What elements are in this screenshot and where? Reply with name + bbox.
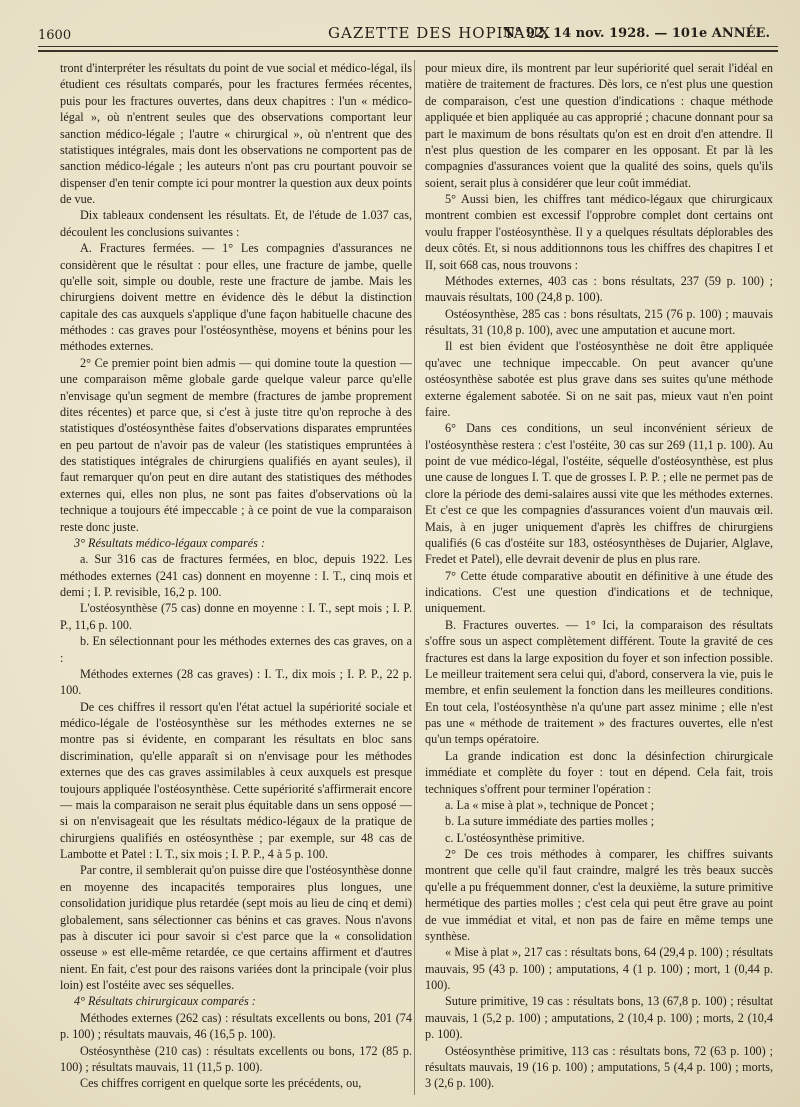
paragraph: Méthodes externes (28 cas graves) : I. T., dix mois ; I. P. P., 22 p. 100.: [60, 666, 412, 698]
paragraph: Méthodes externes, 403 cas : bons résultats, 237 (59 p. 100) ; mauvais résultats, 100 (24,8 p. 100).: [425, 273, 773, 305]
left-column: [60, 60, 412, 1095]
paragraph: Ostéosynthèse (210 cas) : résultats excellents ou bons, 172 (85 p. 100) ; résultats mauvais, 11 (11,5 p. 100).: [60, 1043, 412, 1074]
paragraph: a. Sur 316 cas de fractures fermées, en bloc, depuis 1922. Les méthodes externes (241 cas) donnent en moyenne : I. T., cinq mois et demi ; I. P. revisible, 16,2 p. 100.: [60, 552, 412, 599]
subheading: 4° Résultats chirurgicaux comparés :: [74, 994, 256, 1009]
paragraph: La grande indication est donc la désinfection chirurgicale immédiate et complète du foyer : tout en dépend. Cela fait, trois techniques s'offrent pour terminer l'opération :: [425, 748, 773, 796]
subheading: 3° Résultats médico-légaux comparés :: [74, 535, 266, 550]
paragraph: L'ostéosynthèse (75 cas) donne en moyenne : I. T., sept mois ; I. P. P., 11,6 p. 100.: [60, 601, 412, 632]
paragraph: « Mise à plat », 217 cas : résultats bons, 64 (29,4 p. 100) ; résultats mauvais, 95 (43 p. 100) ; amputations, 4 (1 p. 100) ; mort, 1 (0,44 p. 100).: [425, 945, 773, 992]
list-item: a. La « mise à plat », technique de Poncet ;: [445, 797, 655, 812]
paragraph: tront d'interpréter les résultats du point de vue social et médico-légal, ils étudient ces résultats comparés, pour les fractures fermées récentes, puis pour les fractures ouvertes, dans deux chapitres : l'un « médico-légal », où n'entrent seules que des observations comportant leur sanction médico-légale ; l'autre « chirurgical », où n'entrent que des statistiques intégrales, mais dont les observations ne comportent pas de sanction médico-légale ; les auteurs n'ont pas cru pourtant pouvoir se dispenser d'en tenir compte ici pour montrer la question aux deux points de vue.: [60, 61, 412, 206]
journal-title: GAZETTE DES HOPITAUX: [328, 24, 551, 42]
paragraph: 5° Aussi bien, les chiffres tant médico-légaux que chirurgicaux montrent combien est excessif l'opprobre complet dont certains ont voulu frapper l'ostéosynthèse. Il y a quelques résultats déplorables des deux côtés. Et, si nous additionnons tous les chiffres des chapitres I et II, soit 668 cas, nous trouvons :: [425, 192, 773, 272]
paragraph: Par contre, il semblerait qu'on puisse dire que l'ostéosynthèse donne en moyenne des incapacités temporaires plus longues, une consolidation juridique plus retardée (sept mois au lieu de cinq et demi) globalement, sans sélectionner cas bénins et cas graves. Nous n'avons pas à discuter ici pour savoir si c'est parce que la « consolidation osseuse » est elle-même retardée, ce que certains affirment et d'autres nient. En fait, c'est pour des raisons variées dont la principale (voir plus loin) est l'ostéite avec ses séquelles.: [60, 863, 412, 992]
issue-info: N° 92, 14 nov. 1928. — 101e ANNÉE.: [503, 26, 770, 41]
header-rule: [38, 46, 778, 47]
paragraph: Ostéosynthèse, 285 cas : bons résultats, 215 (76 p. 100) ; mauvais résultats, 31 (10,8 p. 100), avec une amputation et aucune mort.: [425, 306, 773, 337]
paragraph: De ces chiffres il ressort qu'en l'état actuel la supériorité sociale et médico-légale de l'ostéosynthèse sur les méthodes externes ne se montre pas si évidente, en comparant les résultats en bloc sans discrimination, qu'elle apparaît si on n'envisage pour les méthodes externes que des cas graves assimilables à ceux auxquels est presque toujours appliquée l'ostéosynthèse. Cette supériorité s'affirmerait encore — mais la comparaison ne serait plus équitable dans un sens opposé — si on n'envisageait que les résultats médico-légaux de la pratique de chirurgiens qualifiés en ostéosynthèse ; par exemple, sur 48 cas de Lambotte et Patel : I. T., six mois ; I. P. P., 4 à 5 p. 100.: [60, 699, 412, 861]
page-header: [38, 22, 778, 44]
list-item: c. L'ostéosynthèse primitive.: [445, 830, 585, 845]
paragraph: 6° Dans ces conditions, un seul inconvénient sérieux de l'ostéosynthèse restera : c'est l'ostéite, 30 cas sur 269 (11,1 p. 100). Au point de vue médico-légal, l'ostéite, séquelle d'ostéosynthèse, est plus une cause de longues I. T. que de grosses I. P. P. ; elle ne permet pas de clore la période des demi-salaires aussi vite que les méthodes externes. Et c'est ce que les compagnies d'assurances voient d'un mauvais œil. Mais, à en juger uniquement d'après les chiffres de chirurgiens qualifiés (6 cas d'ostéite sur 183, ostéosynthèses de Dujarier, Alglave, Fredet et Patel), elle devrait devenir de plus en plus rare.: [425, 421, 773, 567]
paragraph: 2° Ce premier point bien admis — qui domine toute la question — une comparaison même globale garde quelque valeur parce qu'elle n'envisage qu'un segment de membre (fractures de jambe proprement dites récentes) et parce que, si c'est à juste titre qu'on reproche à des statistiques d'ostéosynthèse faites d'observations disparates empruntées en peu partout de n'avoir pas de valeur (les statistiques empruntées à des statistiques intégrales de chirurgiens qualifiés en ayant seules), il faut remarquer qu'on peut en dire autant des statistiques des méthodes externes qui, elles non plus, ne sont pas faites d'observations où la technique a toujours été impeccable ; à ce point de vue la comparaison reste donc juste.: [60, 355, 412, 534]
paragraph: pour mieux dire, ils montrent par leur supériorité quel serait l'idéal en matière de traitement de fractures. Dès lors, ce n'est plus une question de comparaison, c'est une question d'indications : chaque méthode appliquée et bien appliquée au cas approprié ; chacune donnant pour sa part le maximum de bons résultats qu'on est en droit d'en attendre. Il n'est plus question de les comparer en les opposant. Et par là les compagnies d'assurances voient que la qualité des soins, quels qu'ils soient, serait plus à considérer que leur coût immédiat.: [425, 61, 773, 190]
paragraph: Méthodes externes (262 cas) : résultats excellents ou bons, 201 (74 p. 100) ; résultats mauvais, 46 (16,5 p. 100).: [60, 1010, 412, 1042]
section-paragraph: A. Fractures fermées. — 1° Les compagnies d'assurances ne considèrent que le résultat : pour elles, une fracture de jambe, quelle qu'elle soit, simple ou double, reste une fracture de jambe. Mais les chirurgiens doivent mettre en évidence dès le début la distinction capitale des cas auxquels s'applique d'une façon habituelle chacune des méthodes : cas graves pour l'ostéosynthèse, moyens et bénins pour les méthodes externes.: [60, 241, 412, 354]
paragraph: Ostéosynthèse primitive, 113 cas : résultats bons, 72 (63 p. 100) ; résultats mauvais, 19 (16 p. 100) ; amputations, 5 (4,4 p. 100) ; morts, 3 (2,6 p. 100).: [425, 1043, 773, 1091]
paragraph: Ces chiffres corrigent en quelque sorte les précédents, ou,: [80, 1076, 362, 1091]
paragraph: 2° De ces trois méthodes à comparer, les chiffres suivants montrent que celle qu'il faut craindre, malgré les très beaux succès qu'elle a pu fréquemment donner, c'est la deuxième, la suture primitive hermétique des parties molles ; c'est cela qui peut être grave au point de vue immédiat et vital, et non pas de faire en même temps une synthèse.: [425, 847, 773, 943]
right-column: [425, 60, 773, 1095]
paragraph: b. En sélectionnant pour les méthodes externes des cas graves, on a :: [60, 634, 412, 665]
page-number: 1600: [38, 28, 72, 43]
paragraph: Il est bien évident que l'ostéosynthèse ne doit être appliquée qu'avec une technique impeccable. On peut avancer qu'une ostéosynthèse sabotée est plus grave dans ses suites qu'une méthode externe également sabotée. Si on ne sait pas, mieux vaut n'en point faire.: [425, 339, 773, 419]
section-paragraph: B. Fractures ouvertes. — 1° Ici, la comparaison des résultats s'offre sous un aspect complètement différent. Toute la gravité de ces fractures est dans la large exposition du foyer et son infection possible. Le meilleur traitement sera celui qui, d'abord, conservera la vie, puis le membre, et enfin seulement la fonction dans les meilleures conditions. En tout cela, l'ostéosynthèse n'a qu'une part assez minime ; elle n'est pas une « méthode de traitement » des fractures ouvertes, elle n'est qu'un temps opératoire.: [425, 617, 773, 747]
paragraph: 7° Cette étude comparative aboutit en définitive à une étude des indications. C'est une question d'indications et de technique, uniquement.: [425, 568, 773, 616]
column-separator: [414, 60, 415, 1095]
list-item: b. La suture immédiate des parties molles ;: [445, 814, 655, 829]
paragraph: Dix tableaux condensent les résultats. Et, de l'étude de 1.037 cas, découlent les conclusions suivantes :: [60, 208, 412, 239]
paragraph: Suture primitive, 19 cas : résultats bons, 13 (67,8 p. 100) ; résultat mauvais, 1 (5,2 p. 100) ; amputations, 2 (10,4 p. 100) ; morts, 2 (10,4 p. 100).: [425, 994, 773, 1042]
header-rule-thick: [38, 50, 778, 52]
